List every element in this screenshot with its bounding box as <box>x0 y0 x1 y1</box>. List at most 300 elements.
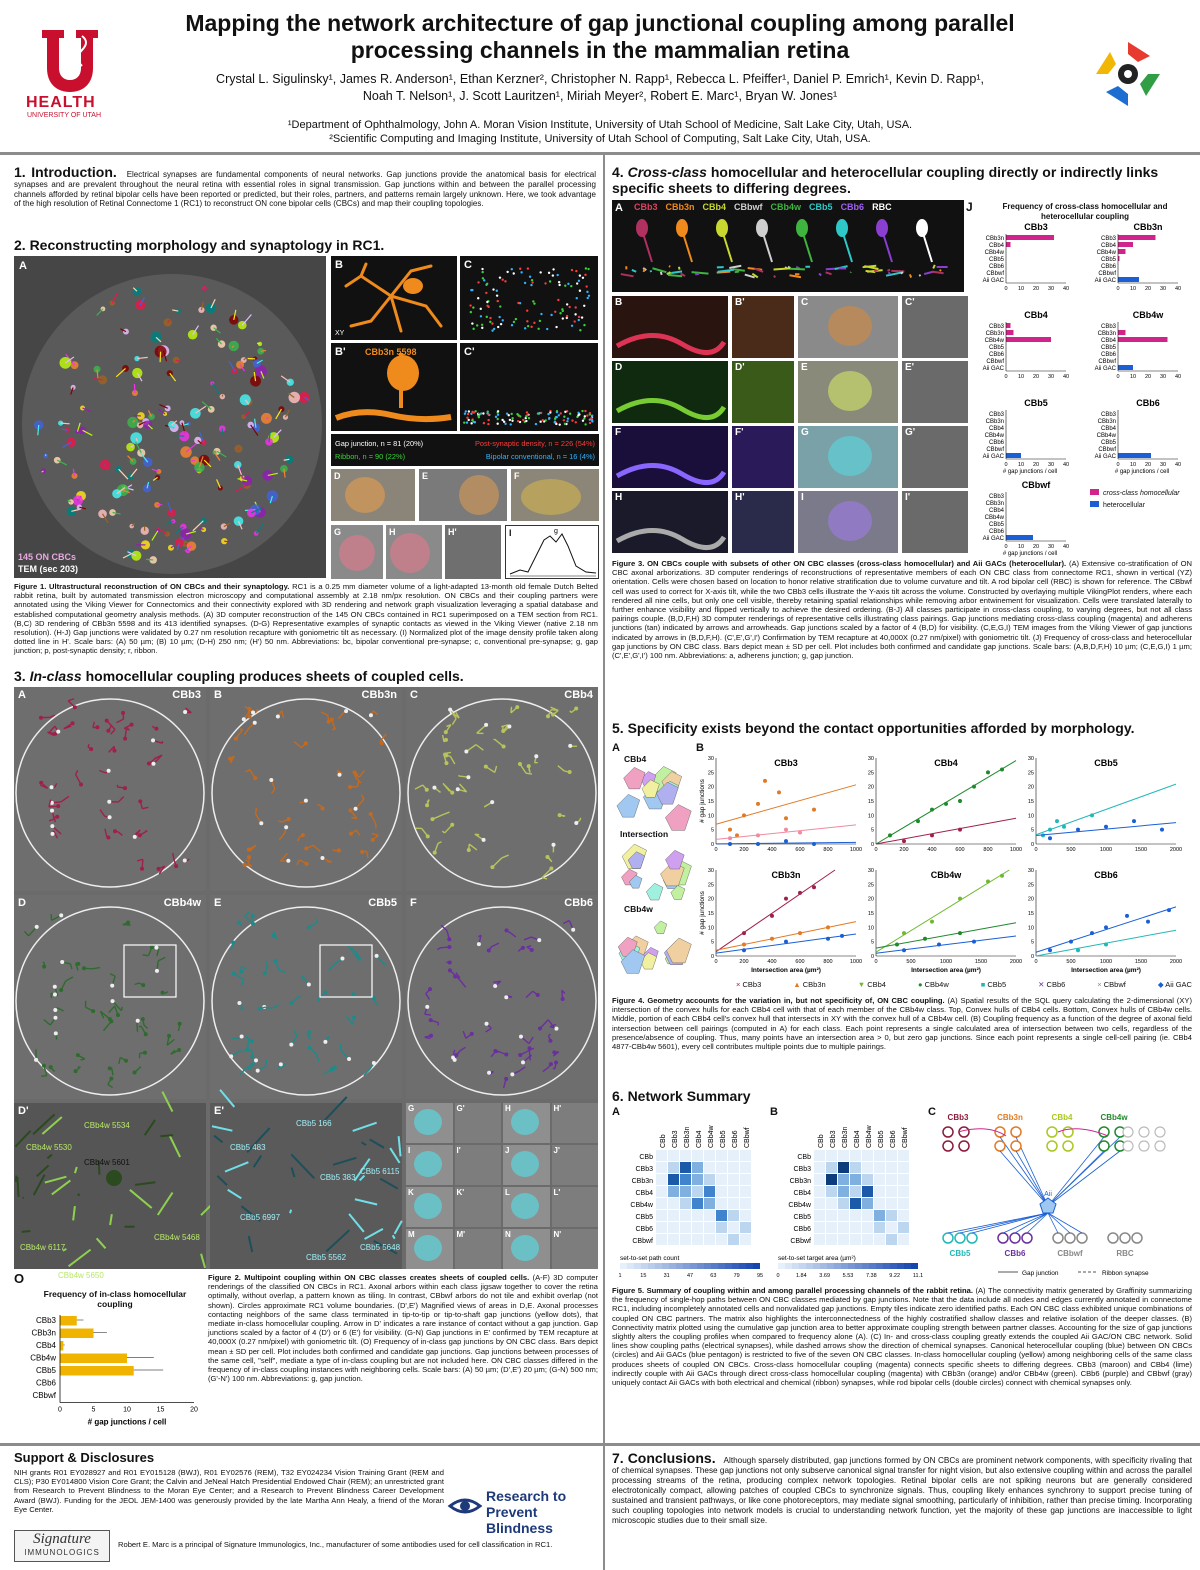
synapse-dot <box>504 280 506 282</box>
soma <box>304 741 308 745</box>
axonal-arbor <box>44 1018 56 1025</box>
soma <box>253 721 257 725</box>
category-label: CBb4w <box>984 338 1004 344</box>
matrix-cell <box>692 1186 703 1197</box>
soma <box>79 782 83 786</box>
soma <box>147 762 151 766</box>
synapse-dot <box>529 275 531 277</box>
y-tick-label: 10 <box>707 813 714 820</box>
matrix-cell <box>874 1162 885 1173</box>
soma <box>369 713 373 717</box>
cbc-soma <box>135 300 145 310</box>
x-tick-label: 400 <box>767 959 777 965</box>
scale-tick: 11.1 <box>912 1273 924 1279</box>
matrix-cell <box>886 1174 897 1185</box>
fig4-caption-title: Figure 4. Geometry accounts for the variation in, but not specificity of, ON CBC coupling. <box>612 996 945 1005</box>
soma <box>372 1061 376 1065</box>
soma <box>113 829 117 833</box>
synapse-dot <box>489 321 491 323</box>
soma <box>301 833 305 837</box>
matrix-cell <box>656 1222 667 1233</box>
synapse-dot <box>511 417 513 419</box>
synapse-dot <box>517 420 519 422</box>
x-tick-label: 10 <box>1017 374 1025 380</box>
scale-tick: 3.69 <box>819 1273 831 1279</box>
axon <box>214 1136 222 1143</box>
cell-soma <box>636 219 648 237</box>
arbor <box>733 269 745 271</box>
soma <box>229 1054 233 1058</box>
x-tick-label: 40 <box>1062 462 1070 468</box>
y-tick-label: 0 <box>710 842 714 848</box>
soma <box>432 786 436 790</box>
synapse-dot <box>487 306 489 308</box>
fig2-caption-text: (A-F) 3D computer renderings of the classified ON CBCs in RC1. Axonal arbors within each class jigsaw together to cover the retina optimally, without overlap, a pattern known as tiling. In contrast, CBbwf arbors do not tile and exhibit overlap (not shown). Circles approximate RC1 volume boundaries. (D',E') Magnified views of areas in D,E. Axonal processes contacting neighbors of the same class terminated in tip-to-tip or tip-to-shaft gap junctions (yellow dots), that mediate in-class homocellular coupling. Arrow in D' indicates a rare instance of contact without a gap junction. Gap junctions scaled by a factor of 4 (D') or 6 (E') for visibility. (G-N) Gap junctions in E' confirmed by TEM recapture at 40,000X (0.27 nm/pixel) with goniometric tilt. (O) Frequency of in-class gap junctions by ON CBC class. Bars depict mean ± SD per cell. Plot includes both confirmed and candidate gap junctions. Gap junctions between processes of the same cell, "self", mediate a type of in-class coupling but are not included here. ON CBC classes differed in the frequency of in-class coupling instances with neighboring cells. Scale bars: (A) 50 µm; (D',E') 20 µm; (G-N) 500 nm; (G'-N') 100 nm. Abbreviations: g, gap junction. <box>208 1273 598 1384</box>
target-area-matrix <box>770 1106 930 1284</box>
soma <box>50 809 54 813</box>
synapse-dot <box>517 302 519 304</box>
soma <box>490 800 494 804</box>
soma <box>242 717 246 721</box>
scale-swatch <box>641 1263 648 1269</box>
synapse-dot <box>499 276 501 278</box>
synapse-dot <box>482 412 484 414</box>
legend-gap-junction: Gap junction <box>1022 1270 1059 1277</box>
cbc-node <box>943 1127 953 1137</box>
y-axis-label: # gap junctions <box>699 891 706 935</box>
synapse-dot <box>544 282 546 284</box>
scale-swatch <box>746 1263 753 1269</box>
fig1-panel-f: F <box>511 469 599 521</box>
class-label: CBb3n <box>665 202 695 212</box>
synapse-dot <box>525 420 527 422</box>
matrix-cell <box>728 1174 739 1185</box>
fig1-panel-b <box>331 256 457 340</box>
fig1-panel-i: g I <box>505 525 599 579</box>
matrix-cell <box>898 1162 909 1173</box>
matrix-col-label: CBb4w <box>866 1125 873 1148</box>
category-label: Aii GAC <box>1094 278 1116 284</box>
synapse-dot <box>492 288 494 290</box>
scale-tick: 1.84 <box>795 1273 807 1279</box>
matrix-cell <box>704 1234 715 1245</box>
synapse-dot <box>497 300 499 302</box>
matrix-row-label: CBb3n <box>789 1178 811 1185</box>
x-tick-label: 10 <box>123 1406 131 1414</box>
axonal-arbor <box>432 812 449 819</box>
cbc-count-label: 145 ON CBCs <box>18 552 77 562</box>
x-tick-label: 1000 <box>1099 847 1113 853</box>
matrix-col-label: CBb5 <box>720 1130 727 1148</box>
soma <box>228 757 232 761</box>
panel-label: D <box>18 897 26 909</box>
axon <box>22 1231 30 1232</box>
class-label: CBb4w <box>770 202 802 212</box>
cbc-node <box>1063 1141 1073 1151</box>
coupling-vs-intersection-scatter <box>696 742 1192 978</box>
synapse-dot <box>583 417 585 419</box>
matrix-cell <box>680 1210 691 1221</box>
synapse-dot <box>557 299 559 301</box>
class-label: CBbwf <box>1057 1249 1083 1258</box>
matrix-cell <box>838 1222 849 1233</box>
soma <box>305 862 309 866</box>
synapse-dot <box>482 277 484 279</box>
x-tick-label: 600 <box>795 959 805 965</box>
x-tick-label: 30 <box>1159 462 1167 468</box>
synapse-dot <box>589 412 591 414</box>
matrix-col-label: CBbwf <box>902 1127 909 1148</box>
matrix-cell <box>874 1198 885 1209</box>
soma <box>107 769 111 773</box>
cbc-soma <box>218 486 223 491</box>
cell-soma <box>836 219 848 237</box>
axon <box>390 1148 399 1163</box>
fig3-panel-c-prime: C' <box>902 296 968 358</box>
axonal-arbor <box>371 814 376 828</box>
synapse-dot <box>584 415 586 417</box>
soma <box>307 1030 311 1034</box>
legend-heterocellular: heterocellular <box>1103 502 1146 509</box>
fig3-panel-c: C <box>798 296 898 358</box>
data-point <box>784 897 788 901</box>
cell-label: CBb5 166 <box>296 1119 332 1128</box>
soma <box>271 933 275 937</box>
arbor <box>932 272 944 274</box>
axonal-arbor <box>466 745 483 752</box>
synapse-dot <box>579 274 581 276</box>
synapse-dot <box>539 271 541 273</box>
bar-cross-class <box>1006 235 1054 240</box>
synapse-dot <box>511 413 513 415</box>
tem-panel: N <box>503 1229 550 1269</box>
category-label: CBb4w <box>1096 433 1116 439</box>
soma <box>551 843 555 847</box>
category-label: CBb6 <box>988 529 1004 535</box>
fig3-caption-title: Figure 3. ON CBCs couple with subsets of other ON CBC classes (cross-class homocellular) and Aii GACs (heterocellular). <box>612 559 1067 568</box>
soma <box>519 1035 523 1039</box>
class-label: CBb6 <box>840 202 865 212</box>
axonal-arbor <box>258 1060 267 1071</box>
y-tick-label: 15 <box>867 799 874 805</box>
data-point <box>777 790 781 794</box>
synapse-dot <box>480 315 482 317</box>
cbc-arbor <box>257 343 260 344</box>
rpb-line1: Research to <box>486 1488 567 1504</box>
cbc-arbor <box>261 350 266 351</box>
matrix-col-label: CBb6 <box>732 1130 739 1148</box>
soma <box>340 957 344 961</box>
matrix-cell <box>814 1222 825 1233</box>
fig3-panel-a <box>612 200 964 292</box>
matrix-cell <box>886 1222 897 1233</box>
soma <box>138 799 142 803</box>
soma <box>243 863 247 867</box>
affil-line-2: ²Scientific Computing and Imaging Institute, University of Utah School of Computing, Salt Lake City, Utah, USA. <box>329 133 871 145</box>
arbor <box>644 269 645 272</box>
bar-heterocellular <box>1006 535 1033 540</box>
s3-heading-pre: 3. <box>14 668 30 684</box>
soma <box>574 706 578 710</box>
x-tick-label: 10 <box>1129 286 1137 292</box>
y-tick-label: 5 <box>710 939 714 946</box>
panel-label-e2: E' <box>214 1105 224 1117</box>
synapse-dot <box>559 423 561 425</box>
fig2-caption <box>208 1273 598 1383</box>
tem-panel: K' <box>455 1187 502 1227</box>
section-7-heading: 7. Conclusions. <box>612 1450 716 1466</box>
matrix-col-label: CBb <box>818 1134 825 1148</box>
arbor <box>661 272 662 275</box>
matrix-cell <box>814 1234 825 1245</box>
axon <box>212 1126 232 1130</box>
soma <box>323 1040 327 1044</box>
fig3-panel-h-prime: H' <box>732 491 794 553</box>
y-tick-label: 25 <box>1027 770 1034 777</box>
synapse-dot <box>585 285 587 287</box>
bar-cross-class <box>1006 337 1051 342</box>
y-tick-label: 0 <box>870 842 874 848</box>
legend-cross-class: cross-class homocellular <box>1103 490 1180 497</box>
synapse-dot <box>496 422 498 424</box>
legend-gap-junction: Gap junction, n = 81 (20%) <box>335 439 424 448</box>
matrix-cell <box>668 1174 679 1185</box>
fig3-panel-d-prime: D' <box>732 361 794 423</box>
cbc-node <box>995 1141 1005 1151</box>
synapse-dot <box>567 417 569 419</box>
soma <box>257 1007 261 1011</box>
matrix-row-label: CBb3 <box>793 1166 811 1173</box>
category-label: CBb4w <box>984 250 1004 256</box>
category-label: Aii GAC <box>982 454 1004 460</box>
scale-swatch <box>718 1263 725 1269</box>
cbc-node <box>959 1127 969 1137</box>
soma <box>105 719 109 723</box>
axonal-arbor <box>441 925 449 939</box>
synapse-dot <box>480 308 482 310</box>
soma <box>76 1053 80 1057</box>
x-tick-label: 40 <box>1062 544 1070 550</box>
y-tick-label: 30 <box>1027 868 1034 874</box>
soma <box>141 1017 145 1021</box>
y-tick-label: 30 <box>867 756 874 762</box>
synapse-dot <box>538 412 540 414</box>
matrix-row-label: CBb6 <box>635 1226 653 1233</box>
synapse-dot <box>564 284 566 286</box>
synapse-dot <box>548 272 550 274</box>
axon <box>16 1176 17 1182</box>
soma <box>429 1034 433 1038</box>
soma <box>467 848 471 852</box>
fig3-panel-f: F <box>612 426 728 488</box>
y-tick-label: 10 <box>867 925 874 932</box>
section-2-heading: 2. Reconstructing morphology and synaptology in RC1. <box>14 237 385 253</box>
matrix-cell <box>728 1150 739 1161</box>
synapse-dot <box>493 328 495 330</box>
x-tick-label: 400 <box>927 847 937 853</box>
trend-line <box>716 922 856 951</box>
x-tick-label: 10 <box>1017 286 1025 292</box>
bar <box>60 1341 63 1351</box>
matrix-cell <box>704 1186 715 1197</box>
y-tick-label: 30 <box>867 868 874 874</box>
data-point <box>1104 825 1108 829</box>
matrix-cell <box>656 1198 667 1209</box>
soma <box>138 833 142 837</box>
category-label: CBb6 <box>1100 264 1116 270</box>
legend-psd: Post-synaptic density, n = 226 (54%) <box>474 439 595 448</box>
soma <box>59 913 63 917</box>
soma <box>493 984 497 988</box>
cbc-soma <box>253 359 261 367</box>
axon <box>290 1210 291 1213</box>
matrix-row-label: CBb3 <box>635 1166 653 1173</box>
axon <box>69 1250 91 1267</box>
soma <box>448 708 452 712</box>
axonal-arbor <box>329 959 343 971</box>
cbc-soma <box>247 422 254 429</box>
matrix-cell <box>740 1222 751 1233</box>
scale-label: set-to-set path count <box>620 1255 680 1262</box>
synapse-dot <box>481 271 483 273</box>
convex-hull <box>654 921 667 934</box>
soma <box>450 823 454 827</box>
soma <box>561 997 565 1001</box>
matrix-cell <box>680 1198 691 1209</box>
x-tick-label: 10 <box>1129 374 1137 380</box>
rpb-line2: Prevent Blindness <box>486 1504 553 1536</box>
axonal-arbor <box>341 1044 349 1059</box>
matrix-cell <box>668 1186 679 1197</box>
matrix-cell <box>898 1198 909 1209</box>
scale-swatch <box>897 1263 904 1269</box>
synapse-dot <box>471 411 473 413</box>
cbc-soma <box>267 490 278 501</box>
synapse-dot <box>470 311 472 313</box>
matrix-cell <box>874 1174 885 1185</box>
cbc-node <box>1047 1141 1057 1151</box>
fig4-panel-a <box>612 742 694 992</box>
data-point <box>986 770 990 774</box>
scale-swatch <box>753 1263 760 1269</box>
fig5-caption-title: Figure 5. Summary of coupling within and among parallel processing channels of the rabbit retina. <box>612 1286 973 1295</box>
matrix-col-label: CBb4 <box>854 1130 861 1148</box>
subchart-title: CBb3n <box>771 870 801 880</box>
synapse-dot <box>466 421 468 423</box>
soma <box>536 993 540 997</box>
axon <box>355 1199 377 1204</box>
soma <box>546 714 550 718</box>
x-tick-label: 2000 <box>1169 959 1183 965</box>
section-6-heading: 6. Network Summary <box>612 1088 751 1104</box>
soma <box>338 773 342 777</box>
synapse-dot <box>486 412 488 414</box>
fig2-panel-o <box>14 1271 204 1441</box>
category-label: CBb3n <box>985 419 1004 425</box>
section-7-text: Although sparsely distributed, gap junctions formed by ON CBCs are prominent network components, with specificity rivaling that of chemical synapses. These gap junctions not only subserve canonical signal transfer for night vision, but also extensive coupling within and across the parallel processing streams of the retina, producing complex network topologies. Retinal bipolar cells are not spiking neurons but are generally considered electrotonically compact, allowing patches of coupled CBCs to synchronize signals. Thus, coupling likely enhances synchrony to support precise tuning of sustained and transient pathways, or like cone photoreceptors, may mediate signal smoothing, particularly of inhibition, rather than precise timing. Incorporating such coupling topologies into network models is crucial to understanding network function, yet the majority of these gap junctions are inaccessible to light microscopic studies due to their small size. <box>612 1456 1192 1525</box>
matrix-cell <box>862 1174 873 1185</box>
soma <box>50 785 54 789</box>
data-point <box>812 808 816 812</box>
arbor <box>617 335 724 352</box>
cbc-soma <box>164 318 172 326</box>
support-text: NIH grants R01 EY028927 and R01 EY015128 (BWJ), R01 EY02576 (REM), T32 EY024234 Vision Training Grant (REM and CLS); P30 EY014800 Vision Core Grant; the Calvin and JeNeal Hatch Presidential Endowed Chair (REM); an unrestricted grant from Research to Prevent Blindness to the Moran Eye Center; and a Research to Prevent Blindness Career Development Award (BWJ). Funding for the JEOL JEM-1400 was generously provided by the late Martha Ann Healy, a friend of the Moran Eye Center. <box>14 1468 444 1514</box>
x-tick-label: 0 <box>1004 462 1008 468</box>
fig3-caption <box>612 559 1192 660</box>
synapse-dot <box>467 413 469 415</box>
matrix-cell <box>692 1210 703 1221</box>
category-label: CBb6 <box>988 264 1004 270</box>
scale-swatch <box>862 1263 869 1269</box>
class-label: CBb4w <box>163 897 201 909</box>
matrix-col-label: CBb6 <box>890 1130 897 1148</box>
synapse-dot <box>530 284 532 286</box>
matrix-cell <box>886 1162 897 1173</box>
synapse-dot <box>527 267 529 269</box>
soma <box>231 940 235 944</box>
cbc-node <box>1132 1233 1142 1243</box>
matrix-cell <box>716 1150 727 1161</box>
legend-item: ● CBb4w <box>917 980 949 989</box>
class-label: CBb4 <box>564 689 593 701</box>
soma <box>151 738 155 742</box>
synapse-dot <box>556 411 558 413</box>
y-tick-label: 15 <box>867 911 874 917</box>
section-1-heading: 1. Introduction. <box>14 164 117 180</box>
synapse-dot <box>575 421 577 423</box>
soma <box>447 945 451 949</box>
matrix-cell <box>656 1174 667 1185</box>
matrix-cell <box>850 1174 861 1185</box>
synapse-dot <box>528 417 530 419</box>
y-tick-label: 0 <box>1030 954 1034 960</box>
tem-panel: L' <box>552 1187 599 1227</box>
support-section <box>14 1450 444 1514</box>
rpb-logo <box>448 1488 598 1536</box>
soma <box>537 938 541 942</box>
axonal-arbor <box>271 780 275 793</box>
fig1-caption-text: RC1 is a 0.25 mm diameter volume of a light-adapted 13-month old female Dutch Belted rabbit retina, built by automated transmission electron microscopy and computational assembly at 2.18 nm/px resolution. ON CBCs and their coupling partners were annotated using the Viking Viewer for Connectomics and their connectivity explored with 3D rendering and network graph visualization leveraging a spatial database and established computational geometry analysis methods. (A) 3D computer reconstruction of the 145 ON CBCs contained in RC1 superimposed on a TEM section from RC1. (B,C) 3D rendering of CBb3n 5598 and its 413 identified synapses. (D-G) Representative examples of synaptic contacts as viewed in the Viking Viewer (native 2.18 nm resolution). (H-J) Gap junctions were validated by 0.27 nm resolution recapture with goniometric tilt as necessary. (I) Normalized plot of the image density profile taken along dotted line in H'. Scale bars: (A) 50 µm; (B) 10 µm; (D-H) 250 nm; (H') 50 nm. Abbreviations: bc, bipolar conventional pre-synapse; c, conventional pre-synapse; g, gap junction; p, post-synaptic density; r, ribbon. <box>14 582 598 656</box>
matrix-cell <box>740 1174 751 1185</box>
synapse-dot <box>552 274 554 276</box>
axon <box>135 1182 155 1185</box>
fig3-panel-b: B <box>612 296 728 358</box>
axon <box>201 1254 205 1268</box>
synapse-dot <box>537 328 539 330</box>
y-tick-label: 15 <box>1027 911 1034 917</box>
matrix-row-label: CBb4w <box>788 1202 811 1209</box>
matrix-cell <box>728 1222 739 1233</box>
section-7 <box>612 1450 1192 1526</box>
soma <box>256 1069 260 1073</box>
cbc-soma <box>168 509 176 517</box>
s3-heading-em: In-class <box>29 668 82 684</box>
y-tick-label: 25 <box>707 882 714 889</box>
synapse-dot <box>486 301 488 303</box>
cbc-node <box>943 1141 953 1151</box>
coupling-network-diagram <box>928 1106 1192 1284</box>
x-tick-label: 600 <box>795 847 805 853</box>
arbor <box>617 400 724 417</box>
fig3j-title: Frequency of cross-class homocellular and heterocellular coupling <box>1002 202 1168 221</box>
subchart-title: CBb4w <box>930 870 962 880</box>
cbc-soma <box>143 458 152 467</box>
fig5-caption <box>612 1286 1192 1387</box>
heterocellular-edge <box>1048 1151 1120 1206</box>
axon <box>75 1167 77 1173</box>
y-tick-label: 0 <box>1030 842 1034 848</box>
rbc-node <box>1139 1127 1149 1137</box>
